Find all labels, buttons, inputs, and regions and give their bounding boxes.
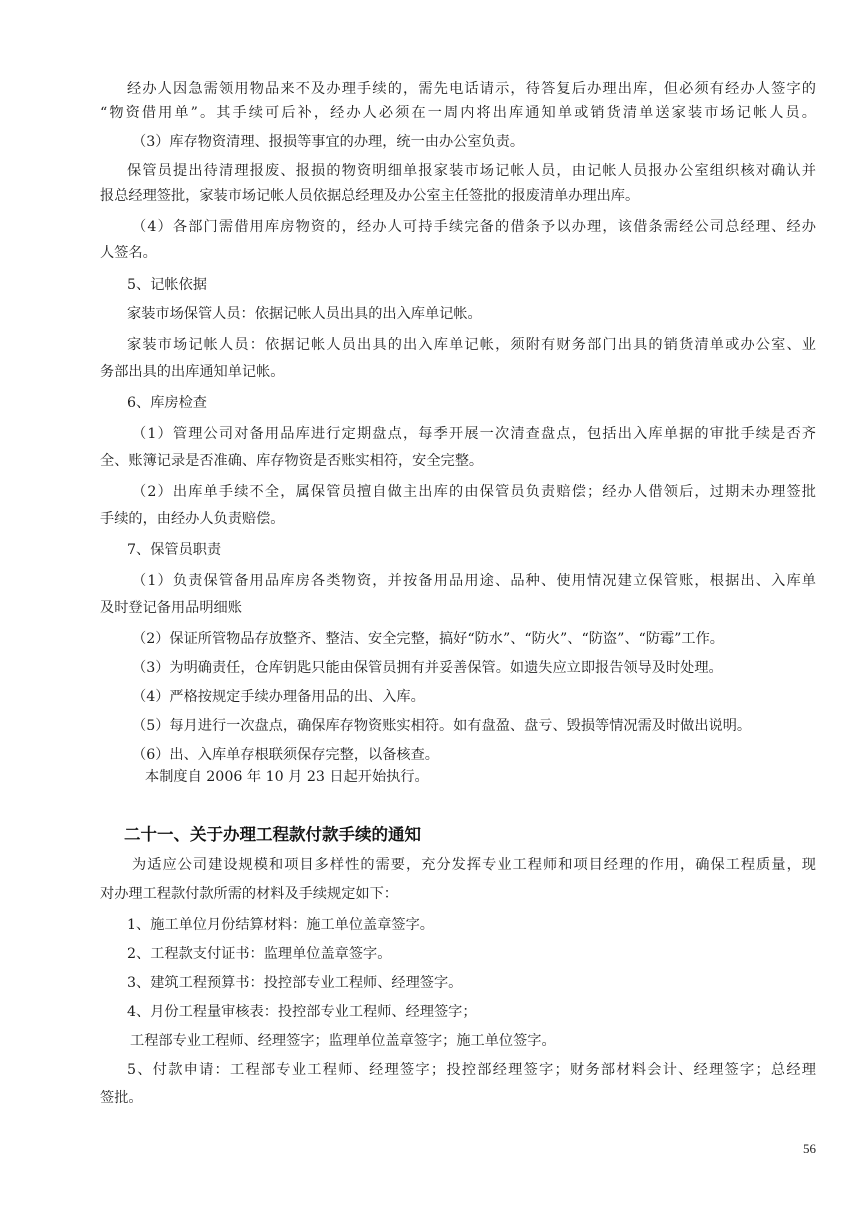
page-number: 56 [803, 1141, 816, 1156]
list-item: 5、付款申请：工程部专业工程师、经理签字；投控部经理签字；财务部材料会计、经理签字；总经理 [127, 1062, 816, 1078]
subsection-title: 6、库房检查 [127, 395, 207, 411]
paragraph-line: （1）管理公司对备用品库进行定期盘点，每季开展一次清查盘点，包括出入库单据的审批手续是否齐 [132, 426, 816, 442]
paragraph-line: 手续的，由经办人负责赔偿。 [100, 511, 285, 527]
paragraph-line: （4）严格按规定手续办理备用品的出、入库。 [132, 689, 425, 705]
paragraph-line: （5）每月进行一次盘点，确保库存物资账实相符。如有盘盈、盘亏、毁损等情况需及时做出说明。 [132, 718, 752, 734]
section-heading: 二十一、关于办理工程款付款手续的通知 [124, 825, 421, 844]
paragraph-line: （6）出、入库单存根联须保存完整，以备核查。 [132, 747, 439, 763]
paragraph-line: （3）为明确责任，仓库钥匙只能由保管员拥有并妥善保管。如遗失应立即报告领导及时处理。 [132, 660, 723, 676]
list-item: 4、月份工程量审核表：投控部专业工程师、经理签字； [127, 1004, 477, 1020]
paragraph-line: 全、账簿记录是否准确、库存物资是否账实相符，安全完整。 [100, 453, 484, 469]
paragraph-line: 人签名。 [100, 245, 157, 261]
paragraph-line: 为适应公司建设规模和项目多样性的需要，充分发挥专业工程师和项目经理的作用，确保工程质量，现 [132, 857, 816, 873]
list-item: 2、工程款支付证书：监理单位盖章签字。 [127, 946, 392, 962]
paragraph-line: 家装市场保管人员：依据记帐人员出具的出入库单记帐。 [127, 306, 482, 322]
paragraph-line: 及时登记备用品明细账 [100, 600, 242, 616]
paragraph-line: 对办理工程款付款所需的材料及手续规定如下： [100, 886, 398, 902]
paragraph-line: “物资借用单”。其手续可后补，经办人必须在一周内将出库通知单或销货清单送家装市场记帐人员。 [100, 105, 816, 121]
paragraph-line: 保管员提出待清理报废、报损的物资明细单报家装市场记帐人员，由记帐人员报办公室组织核对确认并 [127, 163, 816, 179]
list-item: 3、建筑工程预算书：投控部专业工程师、经理签字。 [127, 975, 463, 991]
paragraph-line: （1）负责保管备用品库房各类物资，并按备用品用途、品种、使用情况建立保管账，根据出、入库单 [132, 573, 816, 589]
paragraph-line: （4）各部门需借用库房物资的，经办人可持手续完备的借条予以办理，该借条需经公司总经理、经办 [132, 219, 816, 235]
list-item-continuation: 工程部专业工程师、经理签字；监理单位盖章签字；施工单位签字。 [130, 1033, 556, 1049]
list-item-continuation: 签批。 [100, 1090, 143, 1106]
paragraph-line: 经办人因急需领用物品来不及办理手续的，需先电话请示，待答复后办理出库，但必须有经办人签字的 [127, 81, 816, 97]
paragraph-line: （3）库存物资清理、报损等事宜的办理，统一由办公室负责。 [132, 134, 525, 150]
paragraph-line: 家装市场记帐人员：依据记帐人员出具的出入库单记帐，须附有财务部门出具的销货清单或办公室、业 [127, 337, 816, 353]
subsection-title: 5、记帐依据 [127, 277, 207, 293]
effective-date-line: 本制度自 2006 年 10 月 23 日起开始执行。 [145, 769, 429, 785]
subsection-title: 7、保管员职责 [127, 542, 222, 558]
list-item: 1、施工单位月份结算材料：施工单位盖章签字。 [127, 917, 434, 933]
paragraph-line: （2）保证所管物品存放整齐、整洁、安全完整，搞好“防水”、“防火”、“防盗”、“防霉”工作。 [132, 631, 724, 647]
paragraph-line: 务部出具的出库通知单记帐。 [100, 364, 285, 380]
paragraph-line: （2）出库单手续不全，属保管员擅自做主出库的由保管员负责赔偿；经办人借领后，过期未办理签批 [132, 484, 816, 500]
paragraph-line: 报总经理签批，家装市场记帐人员依据总经理及办公室主任签批的报废清单办理出库。 [100, 188, 640, 204]
